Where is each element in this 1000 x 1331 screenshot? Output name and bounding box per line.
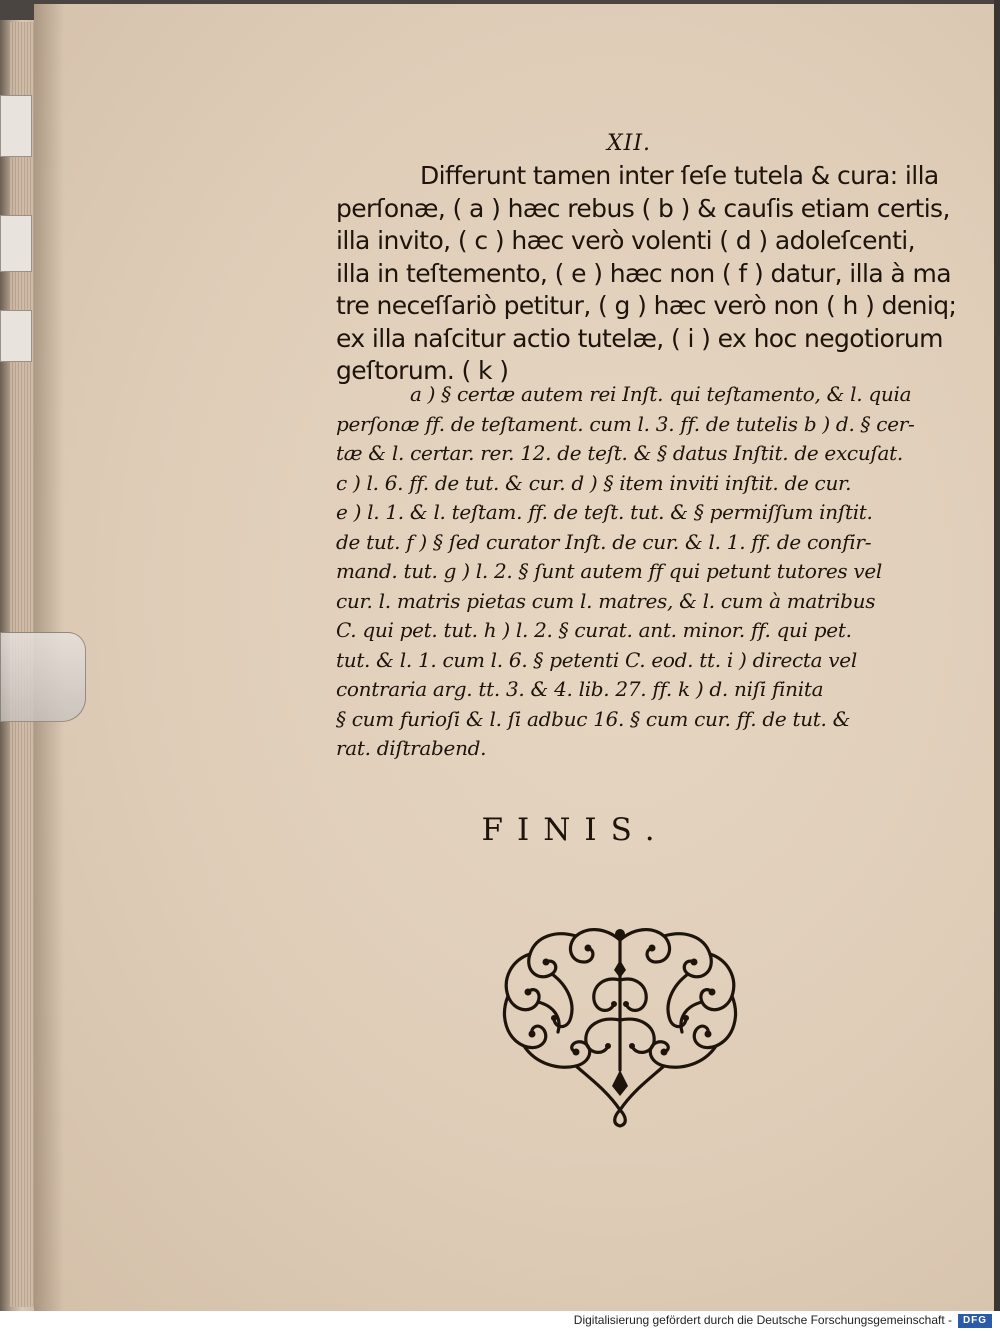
footnote-line: cur. l. matris pietas cum l. matres, & l. cum à matribus	[336, 588, 876, 613]
footnote-line: e ) l. 1. & l. teſtam. ff. de teſt. tut. & § permiſſum inſtit.	[336, 500, 873, 524]
footnote-line: de tut. f ) § ſed curator Inſt. de cur. & l. 1. ff. de confir-	[336, 529, 872, 554]
fleuron-ornament	[496, 920, 744, 1130]
main-text-line: geſtorum. ( k )	[336, 356, 509, 385]
digitization-footer	[0, 1311, 1000, 1331]
main-text-line: perſonæ, ( a ) hæc rebus ( b ) & cauſis etiam certis,	[336, 193, 950, 223]
paper-tab	[0, 95, 32, 157]
main-paragraph	[336, 128, 962, 388]
finis-heading: FINIS.	[481, 812, 669, 848]
footnote-line: rat. diſtrabend.	[336, 736, 487, 760]
footnote-line: tut. & l. 1. cum l. 6. § petenti C. eod. tt. i ) directa vel	[336, 647, 857, 672]
section-number: XII.	[606, 131, 652, 156]
paper-tab	[0, 310, 32, 362]
main-text-line: ex illa naſcitur actio tutelæ, ( i ) ex hoc negotiorum	[336, 323, 943, 353]
page-clip	[0, 632, 86, 722]
dfg-logo: DFG	[958, 1314, 992, 1328]
footnotes-block	[336, 380, 962, 764]
scan-right-edge	[994, 0, 1000, 1311]
funding-credit: Digitalisierung gefördert durch die Deutsche Forschungsgemeinschaft -	[573, 1313, 952, 1327]
footnote-line: perſonæ ff. de teſtament. cum l. 3. ff. de tutelis b ) d. § cer-	[336, 411, 915, 436]
footnote-line: § cum furioſi & l. ſi adbuc 16. § cum cur. ff. de tut. &	[336, 706, 851, 731]
footnote-line: mand. tut. g ) l. 2. § ſunt autem ff qui petunt tutores vel	[336, 559, 883, 583]
footnote-line: C. qui pet. tut. h ) l. 2. § curat. ant. minor. ff. qui pet.	[336, 618, 852, 642]
footnote-line: contraria arg. tt. 3. & 4. lib. 27. ff. k ) d. niſi finita	[336, 677, 824, 701]
paper-tab	[0, 215, 32, 272]
main-text-line: tre neceſſariò petitur, ( g ) hæc verò non ( h ) deniq;	[336, 291, 957, 320]
footnote-line: c ) l. 6. ff. de tut. & cur. d ) § item inviti inſtit. de cur.	[336, 470, 852, 495]
main-text-line: illa invito, ( c ) hæc verò volenti ( d ) adoleſcenti,	[336, 226, 916, 255]
footnote-line: a ) § certæ autem rei Inſt. qui teſtamento, & l. quia	[410, 382, 912, 406]
main-text-line: Differunt tamen inter ſeſe tutela & cura: illa	[420, 161, 939, 190]
main-text-line: illa in teſtemento, ( e ) hæc non ( f ) datur, illa à ma	[336, 258, 951, 288]
footnote-line: tæ & l. certar. rer. 12. de teſt. & § datus Inſtit. de excuſat.	[336, 441, 903, 465]
